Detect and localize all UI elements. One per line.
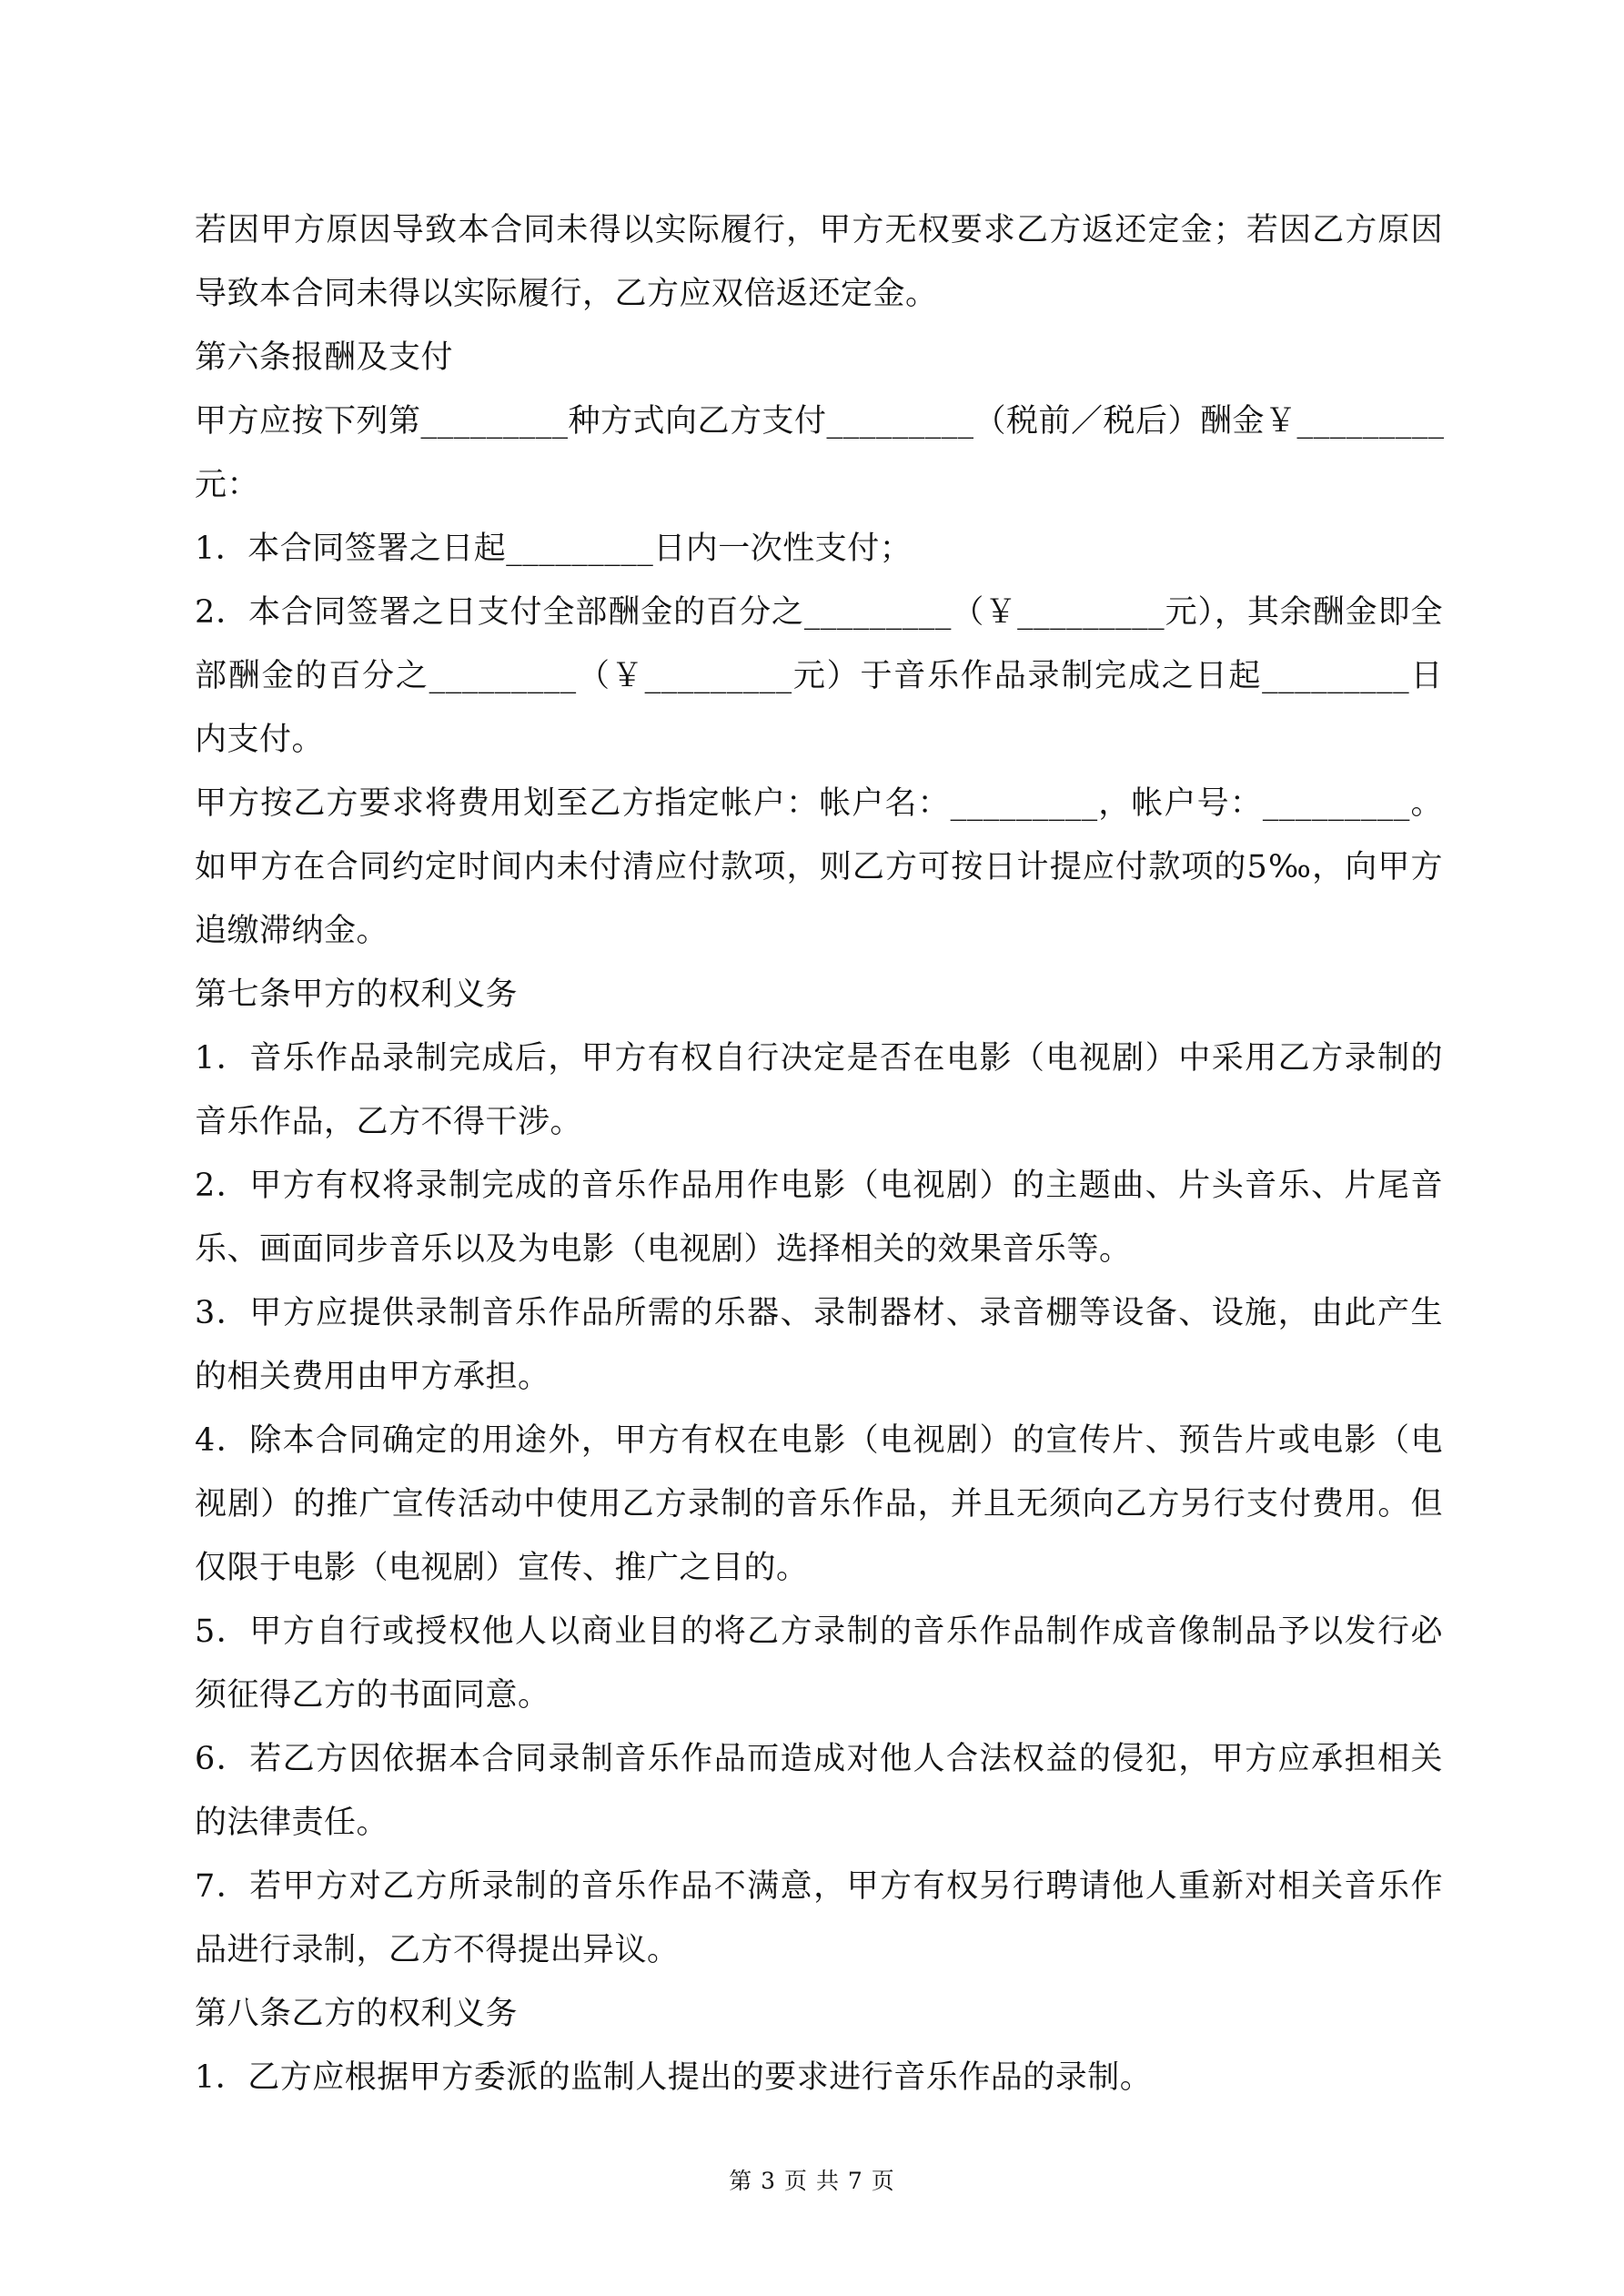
text-line: 内支付。 — [195, 722, 325, 758]
list-item: 2．本合同签署之日支付全部酬金的百分之_________（￥_________元），其余酬金即全 — [195, 594, 1443, 631]
text-line: 品进行录制，乙方不得提出异议。 — [195, 1932, 680, 1968]
text-line: 如甲方在合同约定时间内未付清应付款项，则乙方可按日计提应付款项的5‰，向甲方 — [195, 849, 1443, 885]
list-item: 7．若甲方对乙方所录制的音乐作品不满意，甲方有权另行聘请他人重新对相关音乐作 — [195, 1868, 1443, 1905]
text-line: 的法律责任。 — [195, 1805, 389, 1841]
text-line: 乐、画面同步音乐以及为电影（电视剧）选择相关的效果音乐等。 — [195, 1231, 1132, 1268]
list-item: 6．若乙方因依据本合同录制音乐作品而造成对他人合法权益的侵犯，甲方应承担相关 — [195, 1741, 1443, 1777]
text-line: 追缴滞纳金。 — [195, 913, 389, 949]
text-line: 导致本合同未得以实际履行，乙方应双倍返还定金。 — [195, 276, 938, 312]
text-line: 甲方按乙方要求将费用划至乙方指定帐户：帐户名：_________，帐户号：_________。 — [195, 785, 1443, 822]
section-heading: 第八条乙方的权利义务 — [195, 1996, 519, 2032]
text-line: 视剧）的推广宣传活动中使用乙方录制的音乐作品，并且无须向乙方另行支付费用。但 — [195, 1486, 1443, 1522]
text-line: 元： — [195, 467, 260, 503]
text-line: 音乐作品，乙方不得干涉。 — [195, 1104, 583, 1140]
list-item: 1．乙方应根据甲方委派的监制人提出的要求进行音乐作品的录制。 — [195, 2059, 1153, 2096]
text-line: 须征得乙方的书面同意。 — [195, 1677, 550, 1714]
text-line: 的相关费用由甲方承担。 — [195, 1359, 550, 1395]
list-item: 1．音乐作品录制完成后，甲方有权自行决定是否在电影（电视剧）中采用乙方录制的 — [195, 1040, 1443, 1077]
list-item: 1．本合同签署之日起_________日内一次性支付； — [195, 531, 913, 567]
text-line: 部酬金的百分之_________（￥_________元）于音乐作品录制完成之日起_________日 — [195, 658, 1443, 694]
text-line: 甲方应按下列第_________种方式向乙方支付_________（税前／税后）酬金￥_________ — [195, 403, 1445, 440]
text-line: 若因甲方原因导致本合同未得以实际履行，甲方无权要求乙方返还定金；若因乙方原因 — [195, 212, 1443, 248]
section-heading: 第六条报酬及支付 — [195, 339, 454, 376]
list-item: 2．甲方有权将录制完成的音乐作品用作电影（电视剧）的主题曲、片头音乐、片尾音 — [195, 1168, 1443, 1204]
contract-body — [195, 198, 1443, 2109]
section-heading: 第七条甲方的权利义务 — [195, 976, 519, 1013]
page-number: 第 3 页 共 7 页 — [729, 2168, 895, 2194]
list-item: 4．除本合同确定的用途外，甲方有权在电影（电视剧）的宣传片、预告片或电影（电 — [195, 1422, 1443, 1459]
list-item: 3．甲方应提供录制音乐作品所需的乐器、录制器材、录音棚等设备、设施，由此产生 — [195, 1295, 1443, 1331]
text-line: 仅限于电影（电视剧）宣传、推广之目的。 — [195, 1550, 809, 1586]
list-item: 5．甲方自行或授权他人以商业目的将乙方录制的音乐作品制作成音像制品予以发行必 — [195, 1613, 1443, 1650]
